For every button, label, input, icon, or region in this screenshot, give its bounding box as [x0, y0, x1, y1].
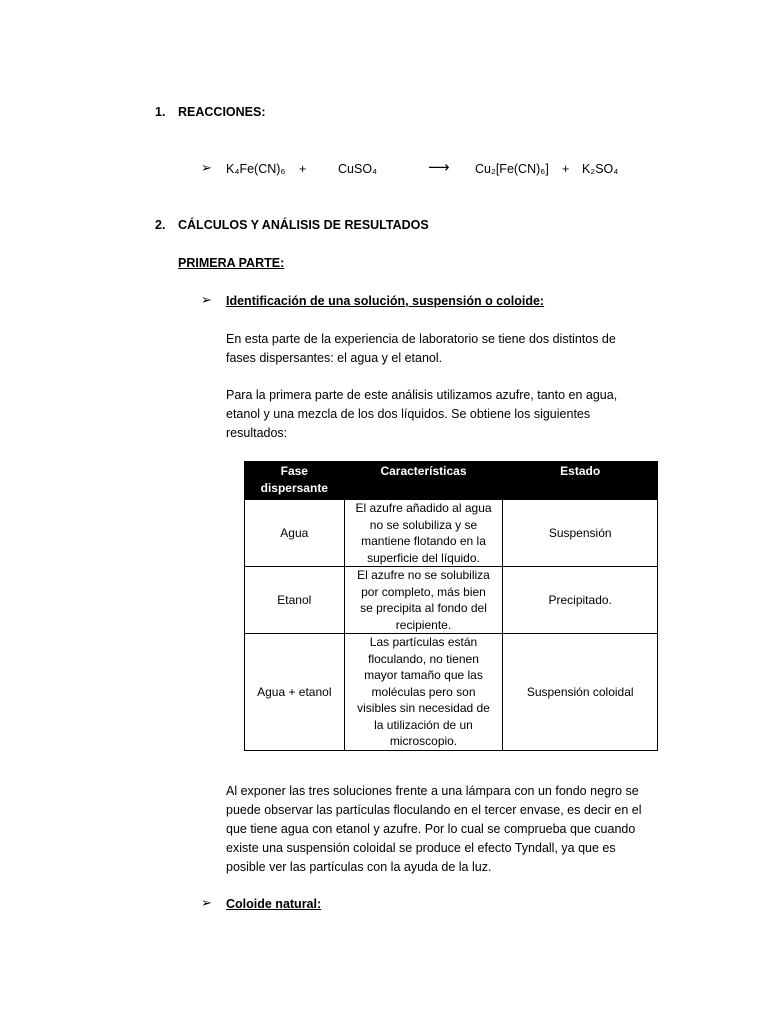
product-2: K₂SO₄ — [582, 162, 619, 176]
header-caracteristicas: Características — [344, 462, 503, 500]
section-2-title: CÁLCULOS Y ANÁLISIS DE RESULTADOS — [178, 218, 429, 232]
table-header-row — [245, 462, 658, 500]
section-1-title: REACCIONES: — [178, 105, 266, 119]
primera-parte-heading: PRIMERA PARTE: — [178, 256, 285, 270]
paragraph-line: En esta parte de la experiencia de laboratorio se tiene dos distintos de — [226, 332, 616, 346]
paragraph-line: fases dispersantes: el agua y el etanol. — [226, 351, 443, 365]
section-2-number: 2. — [155, 218, 166, 232]
plus-sign: + — [299, 162, 307, 176]
paragraph-tyndall — [226, 782, 642, 877]
plus-sign: + — [562, 162, 570, 176]
paragraph-line: etanol y una mezcla de los dos líquidos. Se obtiene los siguientes — [226, 407, 591, 421]
product-1: Cu₂[Fe(CN)₆] — [475, 162, 549, 176]
header-fase-dispersante: Fase dispersante — [245, 462, 345, 500]
cell-estado: Suspensión coloidal — [503, 634, 658, 751]
cell-caracteristicas: El azufre añadido al agua no se solubiliza y se mantiene flotando en la superficie del líquido. — [344, 500, 503, 567]
results-table — [244, 461, 658, 751]
paragraph-line: Para la primera parte de este análisis utilizamos azufre, tanto en agua, — [226, 388, 618, 402]
paragraph-line: resultados: — [226, 426, 288, 440]
table-row — [245, 567, 658, 634]
paragraph-analisis — [226, 386, 617, 443]
reaction-arrow-icon: ⟶ — [428, 159, 450, 176]
reactant-1: K₄Fe(CN)₆ — [226, 162, 286, 176]
table-row — [245, 500, 658, 567]
subheading-coloide-natural: Coloide natural: — [226, 897, 322, 911]
header-estado: Estado — [503, 462, 658, 500]
cell-fase: Etanol — [245, 567, 345, 634]
paragraph-line: posible ver las partículas con la ayuda de la luz. — [226, 860, 492, 874]
cell-fase: Agua — [245, 500, 345, 567]
subheading-identificacion: Identificación de una solución, suspensión o coloide: — [226, 294, 545, 308]
paragraph-line: existe una suspensión coloidal se produce el efecto Tyndall, ya que es — [226, 841, 616, 855]
reactant-2: CuSO₄ — [338, 162, 378, 176]
paragraph-intro — [226, 330, 616, 368]
paragraph-line: Al exponer las tres soluciones frente a una lámpara con un fondo negro se — [226, 784, 639, 798]
paragraph-line: que tiene agua con etanol y azufre. Por lo cual se comprueba que cuando — [226, 822, 636, 836]
arrow-bullet-icon: ➢ — [201, 292, 212, 307]
arrow-bullet-icon: ➢ — [201, 160, 212, 175]
cell-caracteristicas: El azufre no se solubiliza por completo, más bien se precipita al fondo del recipiente. — [344, 567, 503, 634]
table-row — [245, 634, 658, 751]
arrow-bullet-icon: ➢ — [201, 895, 212, 910]
section-1-number: 1. — [155, 105, 166, 119]
paragraph-line: puede observar las partículas floculando en el tercer envase, es decir en el — [226, 803, 642, 817]
cell-estado: Suspensión — [503, 500, 658, 567]
cell-caracteristicas: Las partículas están floculando, no tienen mayor tamaño que las moléculas pero son visibles sin necesidad de la utilización de un microscopio. — [344, 634, 503, 751]
cell-estado: Precipitado. — [503, 567, 658, 634]
cell-fase: Agua + etanol — [245, 634, 345, 751]
